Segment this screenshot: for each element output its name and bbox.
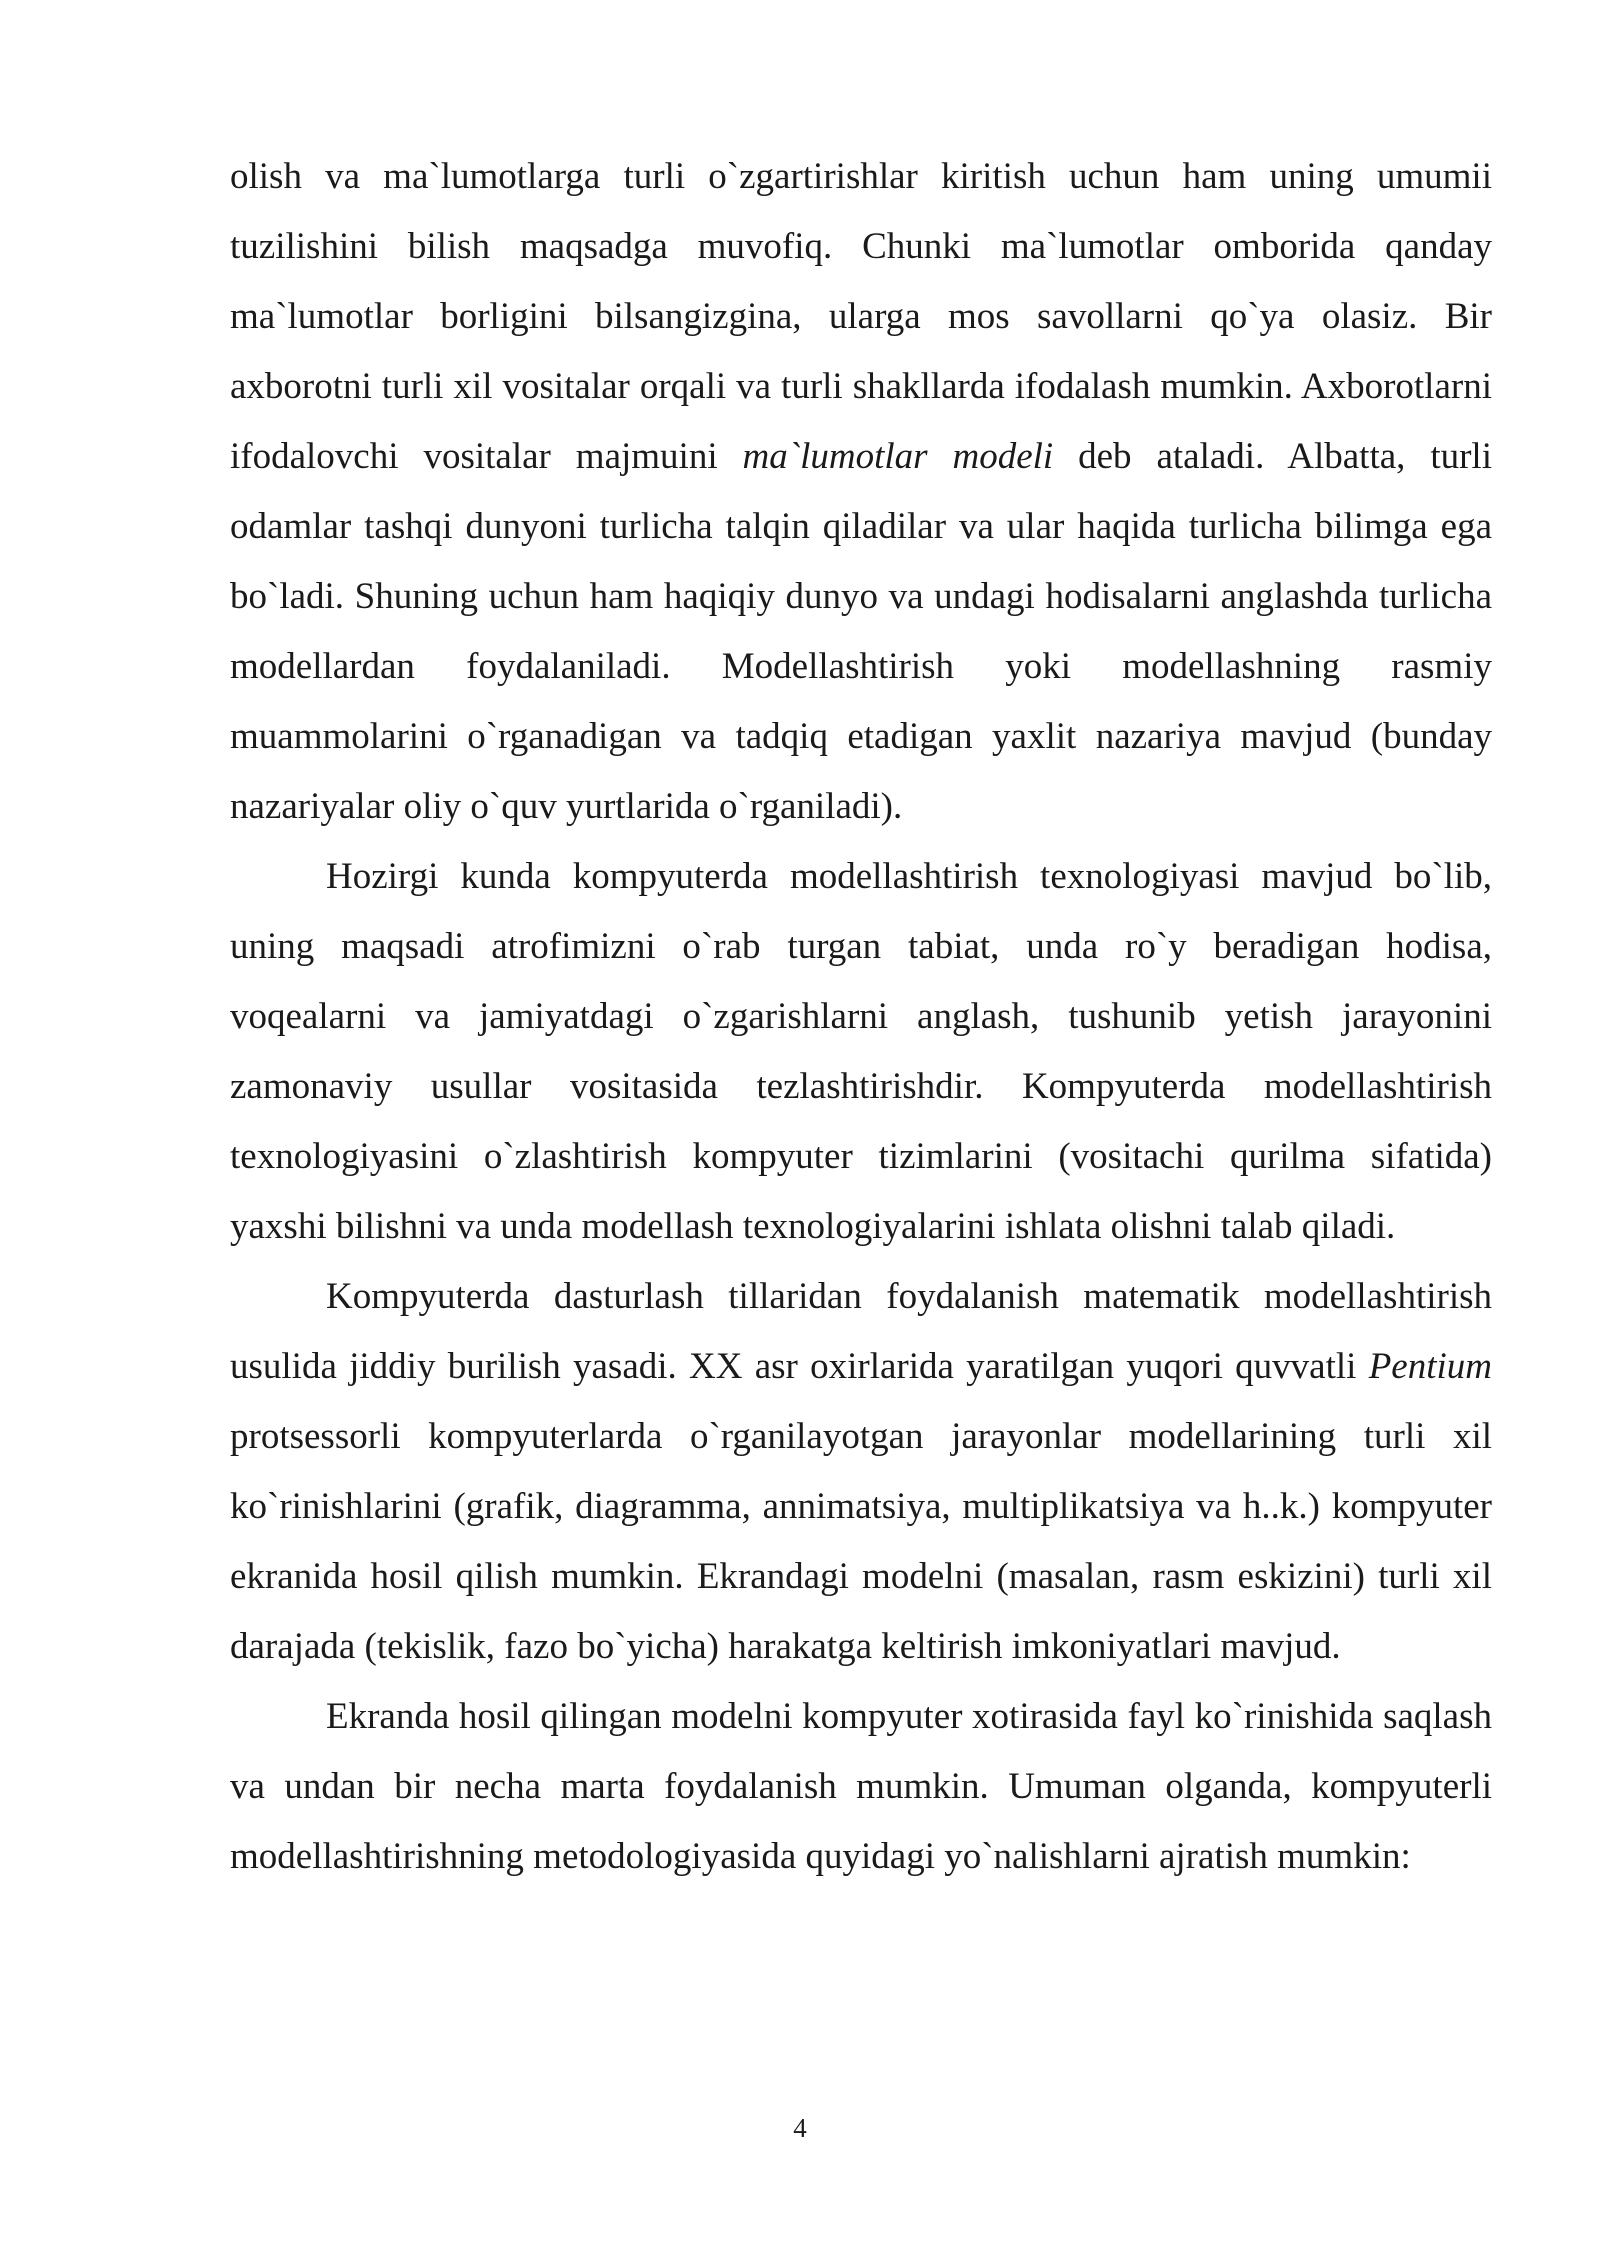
paragraph-4 — [230, 1682, 1492, 1892]
paragraph-3-text-2: protsessorli kompyuterlarda o`rganilayotgan jarayonlar modellarining turli xil ko`rinishlarini (grafik, diagramma, annimatsiya, multiplikatsiya va h..k.) kompyuter ekranida hosil qilish mumkin. Ekrandagi modelni (masalan, rasm eskizini) turli xil darajada (tekislik, fazo bo`yicha) harakatga keltirish imkoniyatlari mavjud. — [230, 1416, 1492, 1667]
paragraph-1-text-2: deb ataladi. Albatta, turli odamlar tashqi dunyoni turlicha talqin qiladilar va ular haqida turlicha bilimga ega bo`ladi. Shuning uchun ham haqiqiy dunyo va undagi hodisalarni anglashda turlicha modellardan foydalaniladi. Modellashtirish yoki modellashning rasmiy muammolarini o`rganadigan va tadqiq etadigan yaxlit nazariya mavjud (bunday nazariyalar oliy o`quv yurtlarida o`rganiladi). — [230, 436, 1492, 827]
page-number: 4 — [793, 2113, 807, 2143]
term-pentium: Pentium — [1368, 1346, 1492, 1387]
paragraph-2-text: Hozirgi kunda kompyuterda modellashtirish texnologiyasi mavjud bo`lib, uning maqsadi atrofimizni o`rab turgan tabiat, unda ro`y beradigan hodisa, voqealarni va jamiyatdagi o`zgarishlarni anglash, tushunib yetish jarayonini zamonaviy usullar vositasida tezlashtirishdir. Kompyuterda modellashtirish texnologiyasini o`zlashtirish kompyuter tizimlarini (vositachi qurilma sifatida) yaxshi bilishni va unda modellash texnologiyalarini ishlata olishni talab qiladi. — [230, 856, 1492, 1247]
paragraph-3 — [230, 1262, 1492, 1682]
paragraph-1-text-1: olish va ma`lumotlarga turli o`zgartirishlar kiritish uchun ham uning umumii tuzilishini bilish maqsadga muvofiq. Chunki ma`lumotlar omborida qanday ma`lumotlar borligini bilsangizgina, ularga mos savollarni qo`ya olasiz. Bir axborotni turli xil vositalar orqali va turli shakllarda ifodalash mumkin. Axborotlarni ifodalovchi vositalar majmuini — [230, 156, 1492, 477]
body-text — [230, 142, 1492, 1892]
paragraph-1 — [230, 142, 1492, 842]
paragraph-2 — [230, 842, 1492, 1262]
term-malumotlar-modeli: ma`lumotlar modeli — [742, 436, 1054, 477]
paragraph-4-text: Ekranda hosil qilingan modelni kompyuter xotirasida fayl ko`rinishida saqlash va undan bir necha marta foydalanish mumkin. Umuman olganda, kompyuterli modellashtirishning metodologiyasida quyidagi yo`nalishlarni ajratish mumkin: — [230, 1696, 1492, 1877]
paragraph-3-text-1: Kompyuterda dasturlash tillaridan foydalanish matematik modellashtirish usulida jiddiy burilish yasadi. XX asr oxirlarida yaratilgan yuqori quvvatli — [230, 1276, 1492, 1387]
